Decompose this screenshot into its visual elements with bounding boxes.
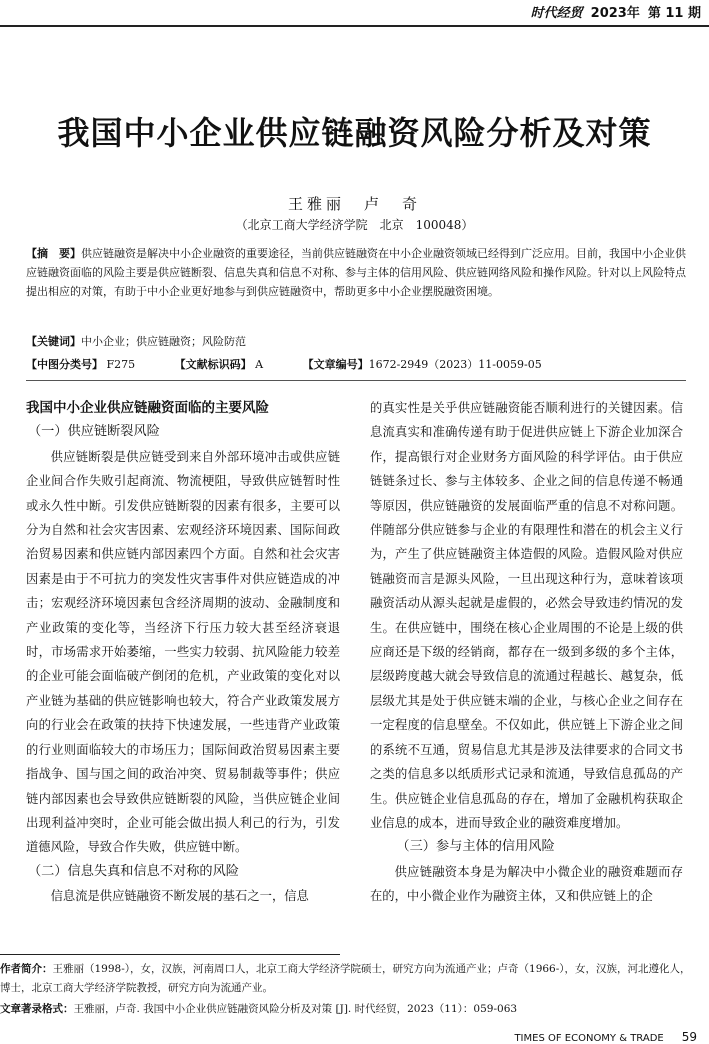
page-footer bbox=[514, 1030, 697, 1044]
paragraph: 的真实性是关乎供应链融资能否顺利进行的关键因素。信息流真实和准确传递有助于促进供应链上下游企业加深合作，提高银行对企业财务方面风险的科学评估。由于供应链链条过长、参与主体较多、企业之间的信息传递不畅通等原因，供应链融资的发展面临严重的信息不对称问题。伴随部分供应链参与企业的有限理性和潜在的机会主义行为，产生了供应链融资主体造假的风险。造假风险对供应链融资而言是源头风险，一旦出现这种行为，意味着该项融资活动从源头起就是虚假的，必然会导致违约情况的发生。在供应链中，围绕在核心企业周围的不论是上级的供应商还是下级的经销商，都存在一级到多级的多个主体，层级跨度越大就会导致信息的流通过程越长、越复杂，低层级尤其是处于供应链末端的企业，与核心企业之间存在一定程度的信息壁垒。不仅如此，供应链上下游企业之间的系统不互通，贸易信息尤其是涉及法律要求的合同文书之类的信息多以纸质形式记录和流通，导致信息孤岛的产生。供应链企业信息孤岛的存在，增加了金融机构获取企业信息的成本，进而导致企业的融资难度增加。 bbox=[370, 401, 683, 830]
paragraph: 供应链断裂是供应链受到来自外部环境冲击或供应链企业间合作失败引起商流、物流梗阻，导致供应链暂时性或永久性中断。引发供应链断裂的因素有很多，主要可以分为自然和社会灾害因素、宏观经济环境因素、国际间政治贸易因素和供应链内部因素四个方面。自然和社会灾害因素是由于不可抗力的突发性灾害事件对供应链造成的冲击；宏观经济环境因素包含经济周期的波动、金融制度和产业政策的变化等，当经济下行压力较大甚至经济衰退时，市场需求开始萎缩，一些实力较弱、抗风险能力较差的企业可能会面临破产倒闭的危机，产业政策的变化对以产业链为基础的供应链影响也较大，符合产业政策发展方向的行业会在政策的扶持下快速发展，一些违背产业政策的行业则面临较大的市场压力；国际间政治贸易因素主要指战争、国与国之间的政治冲突、贸易制裁等事件；供应链内部因素也会导致供应链断裂的风险，当供应链企业间出现利益冲突时，企业可能会做出损人利己的行为，引发道德风险，导致合作失败，供应链中断。 bbox=[26, 449, 340, 855]
header-rule bbox=[0, 25, 709, 27]
article-title: 我国中小企业供应链融资风险分析及对策 bbox=[57, 114, 652, 152]
article-affiliation: （北京工商大学经济学院 北京 100048） bbox=[235, 218, 474, 232]
author-info-text: 王雅丽（1998-），女，汉族，河南周口人，北京工商大学经济学院硕士，研究方向为流通产业；卢奇（1966-），女，汉族，河北遵化人，博士，北京工商大学经济学院教授，研究方向为流通产业。 bbox=[0, 963, 691, 994]
subsection-heading: （二）信息失真和信息不对称的风险 bbox=[28, 863, 239, 879]
abstract-text: 供应链融资是解决中小企业融资的重要途径，当前供应链融资在中小企业融资领域已经得到广泛应用。目前，我国中小企业供应链融资面临的风险主要是供应链断裂、信息失真和信息不对称、参与主体的信用风险、供应链网络风险和操作风险。针对以上风险特点提出相应的对策，有助于中小企业更好地参与到供应链融资中，帮助更多中小企业摆脱融资困境。 bbox=[26, 247, 686, 298]
abstract-rule bbox=[26, 380, 686, 381]
keywords bbox=[26, 333, 686, 349]
doc-code-label: 【文献标识码】 bbox=[174, 358, 252, 371]
article-number-label: 【文章编号】 bbox=[302, 358, 369, 371]
journal-year: 2023年 bbox=[590, 6, 640, 21]
journal-issue: 第 11 期 bbox=[647, 6, 701, 21]
keywords-label: 【关键词】 bbox=[26, 335, 81, 348]
body-column-right bbox=[370, 396, 683, 909]
abstract-label: 【摘 要】 bbox=[26, 247, 81, 260]
author-info bbox=[0, 960, 700, 998]
article-authors: 王雅丽 卢 奇 bbox=[287, 195, 421, 213]
citation-text: 王雅丽，卢奇. 我国中小企业供应链融资风险分析及对策 [J]. 时代经贸，2023（11）：059-063 bbox=[73, 1003, 518, 1015]
clc-label: 【中图分类号】 bbox=[26, 358, 103, 371]
author-info-label: 作者简介： bbox=[0, 963, 53, 975]
running-header bbox=[0, 0, 709, 24]
article-number-value: 1672-2949（2023）11-0059-05 bbox=[368, 358, 542, 371]
subsection-heading: （三）参与主体的信用风险 bbox=[396, 839, 555, 855]
keywords-text: 中小企业；供应链融资；风险防范 bbox=[81, 335, 246, 348]
classification-line bbox=[26, 356, 686, 372]
abstract bbox=[26, 244, 686, 301]
paragraph: 供应链融资本身是为解决中小微企业的融资难题而存在的，中小微企业作为融资主体，又和供应链上的企 bbox=[370, 864, 683, 904]
paragraph: 信息流是供应链融资不断发展的基石之一，信息 bbox=[50, 889, 309, 904]
section-heading: 我国中小企业供应链融资面临的主要风险 bbox=[26, 400, 269, 416]
page-number: 59 bbox=[681, 1030, 697, 1044]
journal-name: 时代经贸 bbox=[530, 6, 583, 21]
subsection-heading: （一）供应链断裂风险 bbox=[28, 424, 160, 440]
footnote-rule bbox=[0, 954, 340, 955]
clc-value: F275 bbox=[106, 358, 136, 371]
doc-code-value: A bbox=[255, 358, 264, 371]
body-column-left bbox=[26, 396, 340, 909]
journal-english-name: TIMES OF ECONOMY & TRADE bbox=[514, 1033, 664, 1044]
citation-label: 文章著录格式： bbox=[0, 1003, 74, 1015]
citation-format bbox=[0, 1001, 700, 1016]
